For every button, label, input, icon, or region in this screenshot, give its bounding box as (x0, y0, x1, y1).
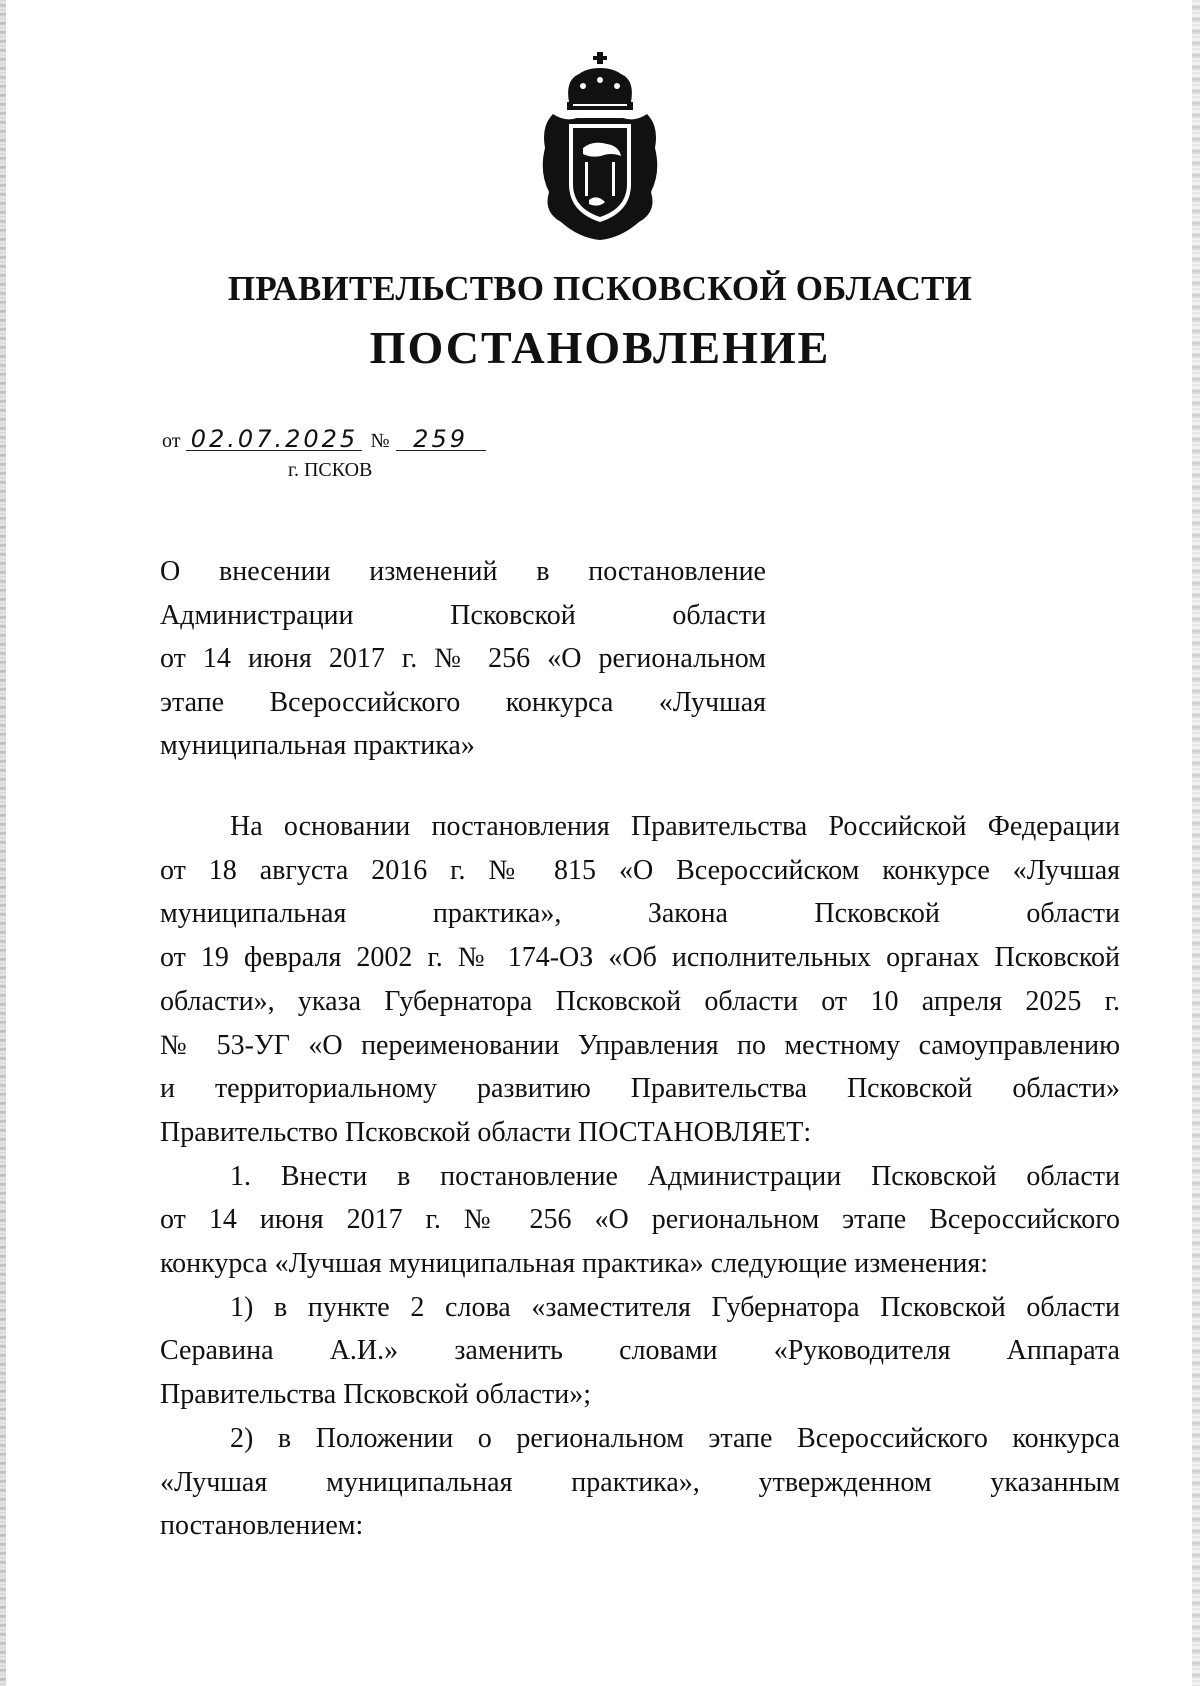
document-type-title: ПОСТАНОВЛЕНИЕ (369, 322, 831, 373)
reference-line (162, 425, 486, 454)
body-line: от 14 июня 2017 г. № 256 «О региональном этапе Всероссийского (160, 1204, 1120, 1236)
subject-line: муниципальная практика» (160, 730, 475, 761)
document-date: 02.07.2025 (186, 428, 362, 451)
document-number: 259 (396, 428, 486, 451)
body-line: «Лучшая муниципальная практика», утвержденном указанным (160, 1466, 1120, 1498)
subject-line: этапе Всероссийского конкурса «Лучшая (160, 686, 766, 718)
body-line: На основании постановления Правительства Российской Федерации (230, 811, 1120, 842)
body-line: № 53-УГ «О переименовании Управления по местному самоуправлению (160, 1029, 1120, 1061)
body-line: от 18 августа 2016 г. № 815 «О Всероссийском конкурсе «Лучшая (160, 854, 1120, 886)
date-label: от (162, 430, 181, 452)
organization-title: ПРАВИТЕЛЬСТВО ПСКОВСКОЙ ОБЛАСТИ (227, 269, 973, 308)
body-line: от 19 февраля 2002 г. № 174-ОЗ «Об исполнительных органах Псковской (160, 942, 1120, 974)
body-line: и территориальному развитию Правительства Псковской области» (160, 1073, 1120, 1105)
body-line: 1) в пункте 2 слова «заместителя Губернатора Псковской области (230, 1291, 1120, 1323)
subject-line: от 14 июня 2017 г. № 256 «О региональном (160, 643, 766, 674)
document-body (160, 805, 1120, 1548)
city-name: г. ПСКОВ (288, 459, 373, 481)
body-line: Правительства Псковской области»; (160, 1379, 592, 1411)
body-line: муниципальная практика», Закона Псковской области (160, 898, 1120, 930)
body-line: Серавина А.И.» заменить словами «Руководителя Аппарата (160, 1335, 1120, 1367)
body-line: Правительство Псковской области ПОСТАНОВЛЯЕТ: (160, 1116, 812, 1148)
body-line: области», указа Губернатора Псковской области от 10 апреля 2025 г. (160, 985, 1120, 1017)
body-line: 2) в Положении о региональном этапе Всероссийского конкурса (230, 1422, 1120, 1454)
scan-edge-left (0, 0, 6, 1686)
subject-line: О внесении изменений в постановление (160, 556, 766, 587)
coat-of-arms-emblem (535, 52, 665, 242)
body-line: постановлением: (160, 1510, 364, 1542)
body-line: 1. Внести в постановление Администрации Псковской области (230, 1160, 1120, 1192)
document-subject (160, 550, 766, 768)
scan-edge-right (1192, 0, 1200, 1686)
subject-line: Администрации Псковской области (160, 599, 766, 631)
body-line: конкурса «Лучшая муниципальная практика» следующие изменения: (160, 1248, 989, 1280)
number-label: № (370, 430, 390, 452)
